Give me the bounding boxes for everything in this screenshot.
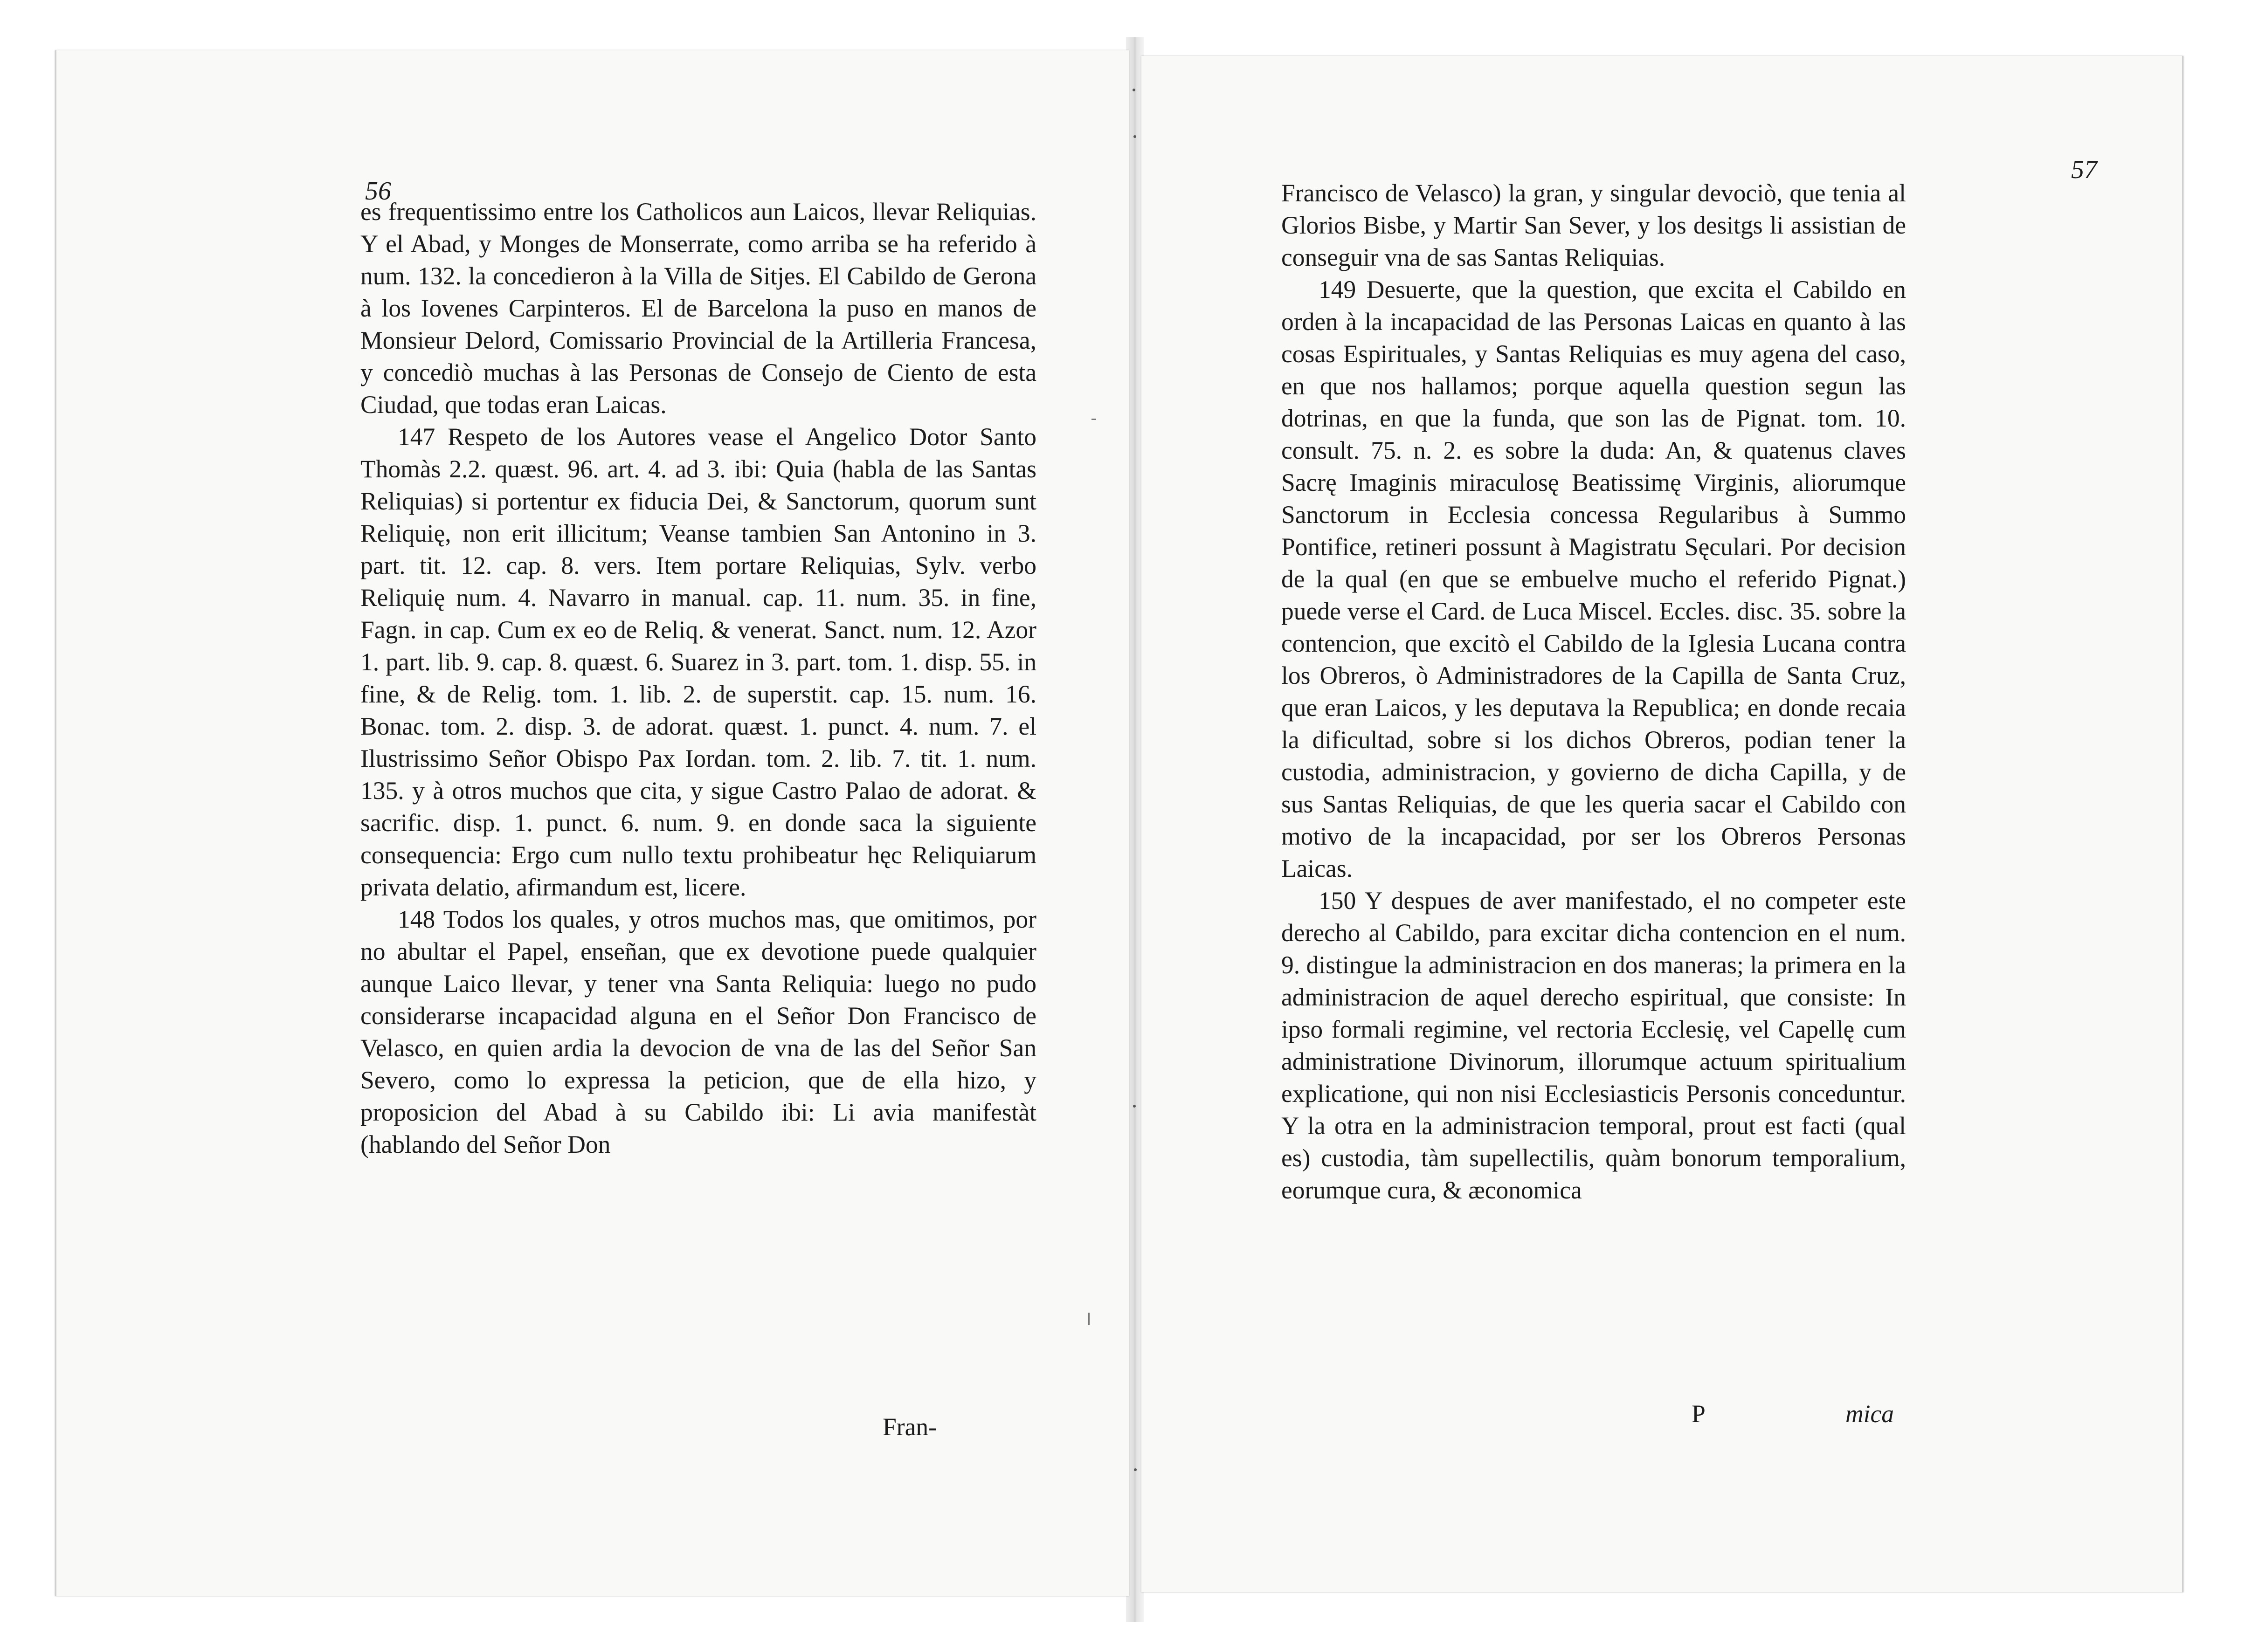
left-page-text: [360, 196, 1036, 1161]
page-number: 56: [365, 177, 391, 206]
paragraph-147: 147 Respeto de los Autores vease el Angelico Dotor Santo Thomàs 2.2. quæst. 96. art. 4. ad 3. ibi: Quia (habla de las Santas Reliquias) si portentur ex fiducia Dei, & Sanctorum, quorum sunt Reliquię, non erit illicitum; Veanse tambien San Antonino in 3. part. tit. 12. cap. 8. vers. Item portare Reliquias, Sylv. verbo Reliquię num. 4. Navarro in manual. cap. 11. num. 35. in fine, Fagn. in cap. Cum ex eo de Reliq. & venerat. Sanct. num. 12. Azor 1. part. lib. 9. cap. 8. quæst. 6. Suarez in 3. part. tom. 1. disp. 55. in fine, & de Relig. tom. 1. lib. 2. de superstit. cap. 15. num. 16. Bonac. tom. 2. disp. 3. de adorat. quæst. 1. punct. 4. num. 7. el Ilustrissimo Señor Obispo Pax Iordan. tom. 2. lib. 7. tit. 1. num. 135. y à otros muchos que cita, y sigue Castro Palao de adorat. & sacrific. disp. 1. punct. 6. num. 9. en donde saca la siguiente consequencia: Ergo cum nullo textu prohibeatur hęc Reliquiarum privata delatio, afirmandum est, licere.: [360, 423, 1036, 901]
page-number: 57: [2071, 155, 2097, 184]
page-speck: [1088, 1313, 1090, 1325]
signature-mark: P: [1692, 1400, 1706, 1428]
gutter-speck: [1134, 1468, 1137, 1471]
paragraph-148: 148 Todos los quales, y otros muchos mas, que omitimos, por no abultar el Papel, enseñan, que ex devotione puede qualquier aunque Laico llevar, y tener vna Santa Reliquia: luego no pudo considerarse incapacidad alguna en el Señor Don Francisco de Velasco, en quien ardia la devocion de vna de las del Señor San Severo, como lo expressa la peticion, que de ella hizo, y proposicion del Abad à su Cabildo ibi: Li avia manifestàt (hablando del Señor Don: [360, 905, 1036, 1158]
paragraph-continuation: Francisco de Velasco) la gran, y singular devociò, que tenia al Glorios Bisbe, y Martir San Sever, y los desitgs li assistian de conseguir vna de sas Santas Reliquias.: [1281, 179, 1906, 271]
left-page: [55, 50, 1129, 1596]
gutter-speck: [1133, 89, 1135, 91]
right-page-text: [1281, 177, 1906, 1206]
page-speck: [1091, 419, 1096, 420]
right-page: [1141, 56, 2183, 1592]
gutter-speck: [1133, 135, 1136, 138]
paragraph-150: 150 Y despues de aver manifestado, el no competer este derecho al Cabildo, para excitar dicha contencion en el num. 9. distingue la administracion en dos maneras; la primera en la administracion de aquel derecho espiritual, que consiste: In ipso formali regimine, vel rectoria Ecclesię, vel Capellę cum administratione Divinorum, illorumque actuum spiritualium explicatione, qui non nisi Ecclesiasticis Personis conceduntur. Y la otra en la administracion temporal, prout est facti (qual es) custodia, tàm supellectilis, quàm bonorum temporalium, eorumque cura, & æconomica: [1281, 887, 1906, 1204]
gutter-speck: [1133, 1105, 1136, 1108]
catchword: mica: [1845, 1400, 1894, 1428]
paragraph-continuation: es frequentissimo entre los Catholicos aun Laicos, llevar Reliquias. Y el Abad, y Monges de Monserrate, como arriba se ha referido à num. 132. la concedieron à la Villa de Sitjes. El Cabildo de Gerona à los Iovenes Carpinteros. El de Barcelona la puso en manos de Monsieur Delord, Comissario Provincial de la Artilleria Francesa, y concediò muchas à las Personas de Consejo de Ciento de esta Ciudad, que todas eran Laicas.: [360, 198, 1036, 419]
catchword: Fran-: [883, 1413, 937, 1441]
paragraph-149: 149 Desuerte, que la question, que excita el Cabildo en orden à la incapacidad de las Personas Laicas en quanto à las cosas Espirituales, y Santas Reliquias es muy agena del caso, en que nos hallamos; porque aquella question segun las dotrinas, en que la funda, que son las de Pignat. tom. 10. consult. 75. n. 2. es sobre la duda: An, & quatenus claves Sacrę Imaginis miraculosę Beatissimę Virginis, aliorumque Sanctorum in Ecclesia concessa Regularibus à Summo Pontifice, retineri possunt à Magistratu Sęculari. Por decision de la qual (en que se embuelve mucho el referido Pignat.) puede verse el Card. de Luca Miscel. Eccles. disc. 35. sobre la contencion, que excitò el Cabildo de la Iglesia Lucana contra los Obreros, ò Administradores de la Capilla de Santa Cruz, que eran Laicos, y les deputava la Republica; en donde recaia la dificultad, sobre si los dichos Obreros, podian tener la custodia, administracion, y govierno de dicha Capilla, y de sus Santas Reliquias, de que les queria sacar el Cabildo con motivo de la incapacidad, por ser los Obreros Personas Laicas.: [1281, 275, 1906, 882]
